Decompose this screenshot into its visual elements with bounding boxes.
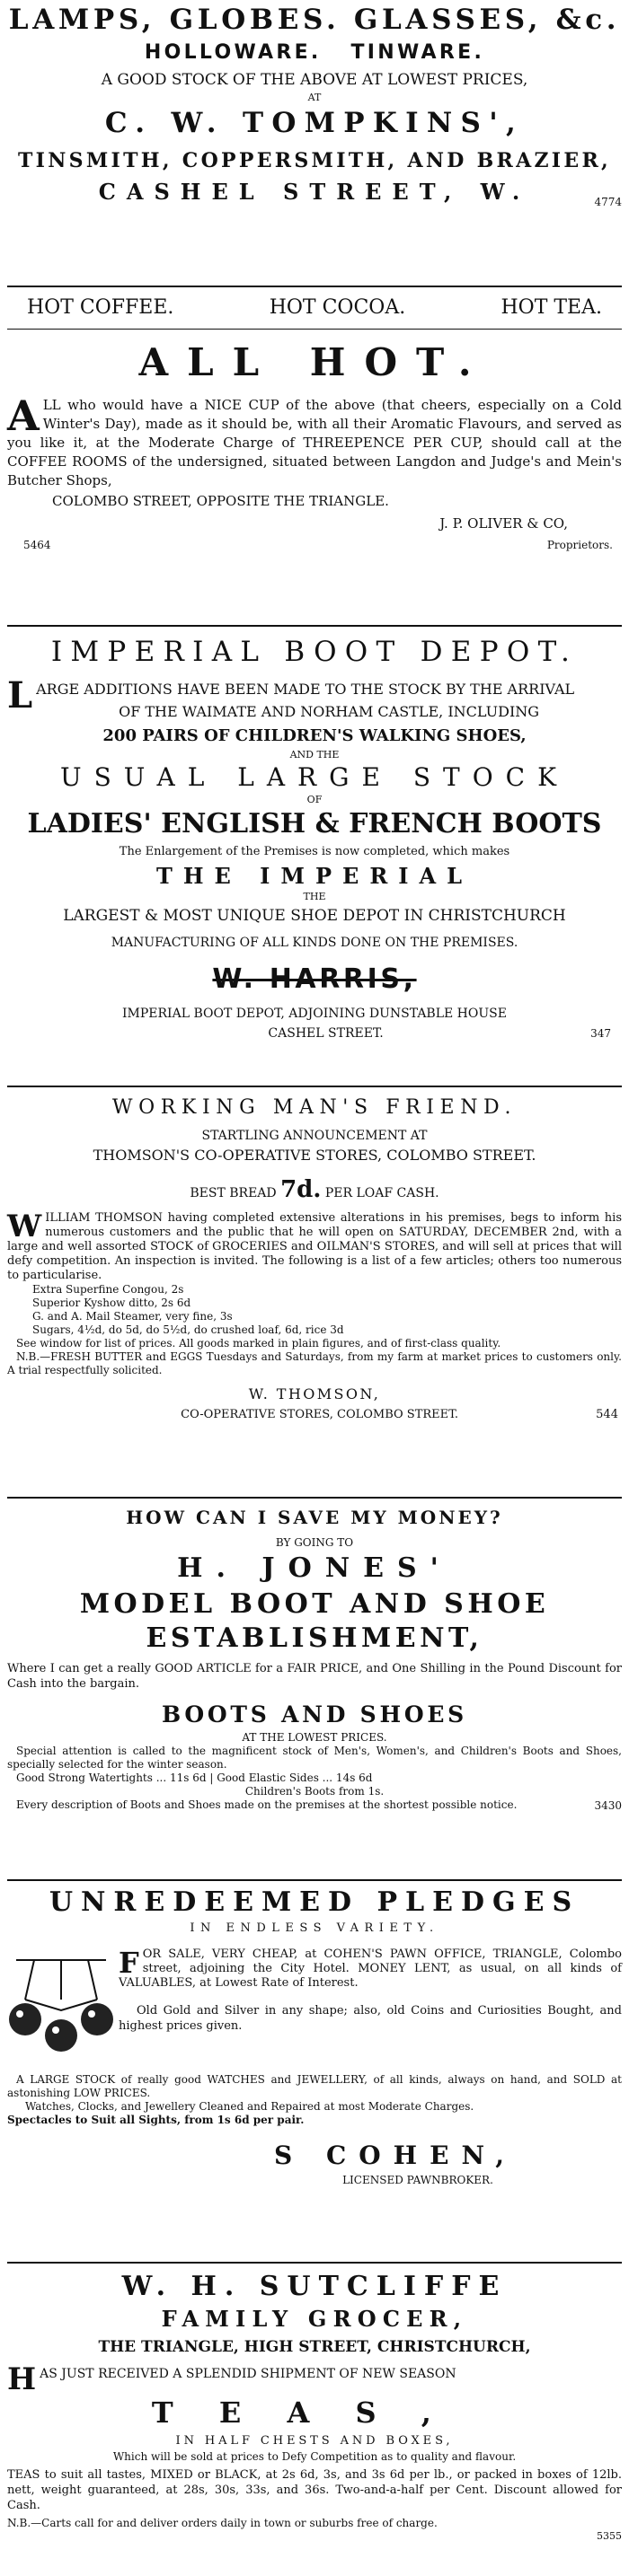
ad4-headline: WORKING MAN'S FRIEND. (111, 1096, 518, 1119)
ad3-line4: AND THE (289, 749, 340, 760)
ad4-footer (7, 1406, 622, 1424)
ad-sutcliffe (7, 2264, 622, 2576)
ad3-headline: IMPERIAL BOOT DEPOT. (50, 636, 579, 668)
ad-thomson (7, 1087, 622, 1497)
ad4-bread (7, 1172, 622, 1211)
ad3-line7: LADIES' ENGLISH & FRENCH BOOTS (27, 808, 602, 840)
ad4-body2: See window for list of prices. All goods marked in plain figures, and of first-class quality. (16, 1337, 501, 1350)
ad5-body2: Special attention is called to the magnificent stock of Men's, Women's, and Children's Boots and Shoes, specially selected for the winter season. (7, 1745, 622, 1771)
ad1-trade: TINSMITH, COPPERSMITH, AND BRAZIER, (17, 149, 612, 172)
ad4-body: WILLIAM THOMSON having completed extensive alterations in his premises, begs to inform his numerous customers and the public that he will open on SATURDAY, DECEMBER 2nd, with a large and well assorted STOCK of GROCERIES and OILMAN'S STORES, and will sell at prices that will defy competition. An inspection is invited. The following is a list of a few articles; others too numerous to particularise. (7, 1209, 622, 1282)
ad5-headline: HOW CAN I SAVE MY MONEY? (126, 1507, 503, 1528)
ad1-line2: HOLLOWARE. TINWARE. (144, 41, 485, 64)
ad6-body5: Spectacles to Suit all Sights, from 1s 6d per pair. (7, 2114, 305, 2126)
ad7-address: THE TRIANGLE, HIGH STREET, CHRISTCHURCH, (98, 2338, 531, 2356)
ad2-num: 5464 (23, 539, 51, 551)
ad4-dropcap: W (7, 1209, 42, 1244)
ad7-line4: Which will be sold at prices to Defy Competition as to quality and flavour. (112, 2450, 517, 2463)
ad-tompkins (7, 0, 622, 286)
ad5-body3: Every description of Boots and Shoes made on the premises at the shortest possible notice. (16, 1798, 518, 1811)
ad5-items: Good Strong Watertights ... 11s 6d | Good Elastic Sides ... 14s 6d (16, 1772, 373, 1784)
ad4-line2: THOMSON'S CO-OPERATIVE STORES, COLOMBO STREET. (93, 1147, 536, 1164)
ad-cohen (7, 1881, 622, 2262)
ad3-line13: IMPERIAL BOOT DEPOT, ADJOINING DUNSTABLE HOUSE (122, 1007, 507, 1021)
ad2-header-cocoa: HOT COCOA. (269, 296, 406, 319)
ad3-line2: OF THE WAIMATE AND NORHAM CASTLE, INCLUDING (119, 703, 540, 720)
ad5-line3: ESTABLISHMENT, (146, 1622, 483, 1654)
ad-oliver (7, 287, 622, 625)
ad3-line3: 200 PAIRS OF CHILDREN'S WALKING SHOES, (102, 726, 527, 745)
ad3-line1: LARGE ADDITIONS HAVE BEEN MADE TO THE STOCK BY THE ARRIVAL (7, 674, 575, 717)
ad1-line1: LAMPS, GLOBES. GLASSES, &c. (8, 4, 621, 36)
ad2-location: COLOMBO STREET, OPPOSITE THE TRIANGLE. (52, 493, 389, 509)
ad7-dropcap: H (7, 2361, 37, 2397)
ad4-num: 544 (596, 1408, 618, 1421)
ad2-role: Proprietors. (546, 539, 613, 551)
ad2-header-tea: HOT TEA. (501, 296, 602, 319)
ad4-body3: N.B.—FRESH BUTTER and EGGS Tuesdays and Saturdays, from my farm at market prices to customers only. A trial respectfully solicited. (7, 1350, 622, 1376)
ad4-signer: W. THOMSON, (248, 1385, 381, 1402)
ad4-items (7, 1283, 622, 1337)
ad2-headline: ALL HOT. (138, 340, 491, 384)
ad7-name: W. H. SUTCLIFFE (121, 2271, 508, 2302)
ad3-line6: OF (306, 794, 323, 805)
ad6-headline: UNREDEEMED PLEDGES (49, 1886, 580, 1918)
ad3-line9: THE IMPERIAL (156, 863, 473, 889)
ad6-body: FOR SALE, VERY CHEAP, at COHEN'S PAWN OFFICE, TRIANGLE, Colombo street, adjoining the City Hotel. MONEY LENT, as usual, on all kinds of VALUABLES, at Lowest Rate of Interest. (119, 1946, 622, 1990)
ad2-header (7, 293, 622, 323)
ad4-item: Superior Kyshow ditto, 2s 6d (32, 1297, 191, 1309)
ad6-signer: S COHEN, (274, 2141, 517, 2170)
ad1-line3: A GOOD STOCK OF THE ABOVE AT LOWEST PRICES, (101, 71, 528, 89)
ad3-line12: MANUFACTURING OF ALL KINDS DONE ON THE PREMISES. (111, 936, 518, 950)
ad1-line4: AT (307, 92, 322, 103)
ad5-items2: Children's Boots from 1s. (244, 1785, 385, 1798)
ad5-body: Where I can get a really GOOD ARTICLE for a FAIR PRICE, and One Shilling in the Pound Discount for Cash into the bargain. (7, 1662, 622, 1691)
ad4-bread-pre: BEST BREAD (190, 1186, 277, 1200)
ad3-line8: The Enlargement of the Premises is now completed, which makes (119, 845, 510, 858)
ad1-num: 4774 (594, 196, 622, 208)
ad6-role: LICENSED PAWNBROKER. (342, 2174, 493, 2186)
ad7-line1: FAMILY GROCER, (161, 2306, 468, 2332)
ad7-line2: HAS JUST RECEIVED A SPLENDID SHIPMENT OF NEW SEASON (7, 2361, 456, 2397)
ad2-dropcap: A (7, 391, 40, 440)
ad1-name: C. W. TOMPKINS', (104, 107, 525, 139)
ad5-line4: BOOTS AND SHOES (162, 1701, 467, 1728)
ad5-name: H. JONES' (177, 1552, 452, 1584)
ad4-bread-price: 7d. (280, 1176, 322, 1203)
ad-harris (7, 627, 622, 1086)
ad7-teas: TEAS, (151, 2396, 478, 2430)
ad4-bread-post: PER LOAF CASH. (324, 1186, 439, 1200)
ad3-logo: W. HARRIS, (212, 963, 417, 995)
ad7-line3: IN HALF CHESTS AND BOXES, (175, 2434, 454, 2448)
ad4-line1: STARTLING ANNOUNCEMENT AT (201, 1129, 428, 1143)
ad5-line1: BY GOING TO (275, 1536, 354, 1549)
ad3-logo-wrap (7, 959, 622, 1004)
ad1-address: CASHEL STREET, W. (98, 179, 531, 205)
ad2-header-coffee: HOT COFFEE. (27, 296, 174, 319)
ad6-text (119, 1947, 622, 2034)
ad4-item: Extra Superfine Congou, 2s (32, 1283, 184, 1296)
ad6-dropcap: F (119, 1946, 139, 1980)
pawnbroker-balls-icon (7, 1947, 115, 2062)
ad4-item: Sugars, 4½d, do 5d, do 5½d, do crushed loaf, 6d, rice 3d (32, 1323, 344, 1336)
ad7-body2: N.B.—Carts call for and deliver orders daily in town or suburbs free of charge. (7, 2517, 438, 2529)
ad5-num: 3430 (594, 1799, 622, 1812)
ad2-body: ALL who would have a NICE CUP of the above (that cheers, especially on a Cold Winter's Day), made as it should be, with all their Aromatic Flavours, and served as you like it, at the Moderate Charge of THREEPENCE PER CUP, should call at the COFFEE ROOMS of the undersigned, situated between Langdon and Judge's and Mein's Butcher Shops, (7, 391, 622, 488)
ad6-body3: A LARGE STOCK of really good WATCHES and JEWELLERY, of all kinds, always on hand, and SOLD at astonishing LOW PRICES. (7, 2073, 622, 2099)
ad3-footer (7, 1024, 622, 1043)
ad3-num: 347 (590, 1027, 611, 1040)
ad5-line5: AT THE LOWEST PRICES. (242, 1731, 387, 1744)
ad4-item: G. and A. Mail Steamer, very fine, 3s (32, 1310, 233, 1323)
ad6-subhead: IN ENDLESS VARIETY. (190, 1921, 439, 1935)
ad3-line10: THE (303, 891, 326, 902)
ad3-line11: LARGEST & MOST UNIQUE SHOE DEPOT IN CHRISTCHURCH (63, 907, 566, 925)
ad3-line5: USUAL LARGE STOCK (60, 762, 569, 792)
ad4-address: CO-OPERATIVE STORES, COLOMBO STREET. (181, 1408, 459, 1421)
ad2-footer (7, 535, 622, 552)
ad3-dropcap: L (7, 674, 33, 717)
ad6-body4: Watches, Clocks, and Jewellery Cleaned and Repaired at most Moderate Charges. (25, 2100, 474, 2113)
ad3-address: CASHEL STREET. (268, 1026, 384, 1041)
ad7-body: TEAS to suit all tastes, MIXED or BLACK, at 2s 6d, 3s, and 3s 6d per lb., or packed in boxes of 12lb. nett, weight guaranteed, at 28s, 30s, 33s, and 36s. Two-and-a-half per Cent. Discount allowed for Cash. (7, 2468, 622, 2512)
ad6-main (7, 1947, 622, 2073)
ad2-signer: J. P. OLIVER & CO, (439, 515, 568, 532)
ad5-line2: MODEL BOOT AND SHOE (79, 1588, 550, 1620)
ad7-num: 5355 (597, 2530, 622, 2542)
ad-jones (7, 1499, 622, 1879)
ad6-body2: Old Gold and Silver in any shape; also, old Coins and Curiosities Bought, and highest prices given. (119, 2004, 622, 2033)
